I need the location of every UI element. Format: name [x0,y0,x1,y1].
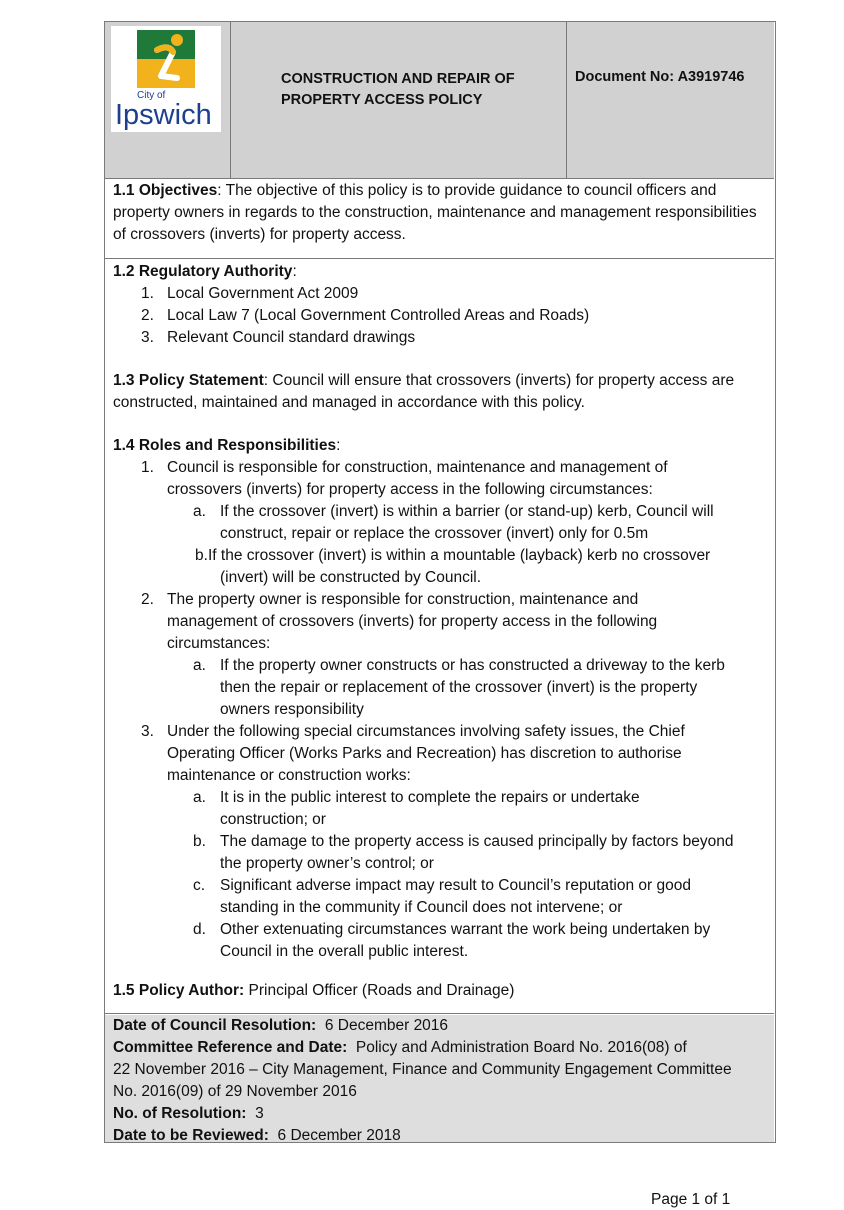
list-number: 3. [141,723,154,740]
objectives-label: 1.1 Objectives [113,182,218,199]
logo-ipswich: Ipswich [115,99,212,131]
title-cell [231,22,567,179]
policy-title: CONSTRUCTION AND REPAIR OF PROPERTY ACCESS POLICY [281,71,515,108]
resolution-footer [105,1015,774,1142]
roles-heading [113,435,340,457]
sub-list-letter: c. [193,877,206,894]
list-number: 1. [141,459,154,476]
policy-statement-text: : Council will ensure that crossovers (inverts) for property access are constructed, maintained and managed in accordance with this policy. [113,372,735,411]
divider [105,258,774,259]
list-number: 1. [141,285,154,302]
sub-list-letter: b. [193,833,206,850]
list-item-line: circumstances: [167,635,271,652]
author-section [113,980,514,1002]
objectives-text: : The objective of this policy is to provide guidance to council officers and property owners in regards to the construction, maintenance and management responsibilities of crossovers (inverts) for property access. [113,182,757,243]
list-item-line: Under the following special circumstances involving safety issues, the Chief [167,723,685,740]
policy-header [105,22,774,179]
regulatory-heading [113,261,297,283]
document-number: Document No: A3919746 [575,69,745,85]
sub-list-item-line: (invert) will be constructed by Council. [220,569,482,586]
sub-list-item-line: Significant adverse impact may result to Council’s reputation or good [220,877,691,894]
sub-list-item-line: Council in the overall public interest. [220,943,469,960]
list-item-line: Council is responsible for construction, maintenance and management of [167,459,668,476]
list-number: 2. [141,591,154,608]
page-number: Page 1 of 1 [651,1191,731,1208]
roles-label: 1.4 Roles and Responsibilities [113,437,337,454]
committee-line: Policy and Administration Board No. 2016(08) of [347,1039,687,1056]
policy-statement-section [113,370,769,414]
sub-list-letter: b. [195,547,208,564]
committee-label: Committee Reference and Date: [113,1039,348,1056]
docno-cell [567,22,774,179]
sub-list-item-line: It is in the public interest to complete the repairs or undertake [220,789,640,806]
logo-city-of: City of [137,90,166,101]
sub-list-letter: d. [193,921,206,938]
sub-list-item-line: Other extenuating circumstances warrant the work being undertaken by [220,921,711,938]
sub-list-item-line: standing in the community if Council does not intervene; or [220,899,623,916]
objectives-section [113,180,769,246]
sub-list-item-line: construct, repair or replace the crossover (invert) only for 0.5m [220,525,649,542]
resolution-date-label: Date of Council Resolution: [113,1017,317,1034]
ipswich-logo [111,26,221,132]
roles-colon: : [336,437,341,454]
list-item: Relevant Council standard drawings [167,329,416,346]
regulatory-colon: : [292,263,297,280]
committee-line: 22 November 2016 – City Management, Finance and Community Engagement Committee [113,1061,732,1078]
sub-list-letter: a. [193,503,206,520]
sub-list-item-line: construction; or [220,811,326,828]
resolution-no-label: No. of Resolution: [113,1105,247,1122]
author-label: 1.5 Policy Author: [113,982,245,999]
resolution-date-row [113,1015,448,1037]
sub-list-item-line: If the crossover (invert) is within a mountable (layback) kerb no crossover [208,547,711,564]
sub-list-item-line: If the property owner constructs or has constructed a driveway to the kerb [220,657,725,674]
resolution-no-row [113,1103,264,1125]
list-item-line: crossovers (inverts) for property access in the following circumstances: [167,481,653,498]
resolution-no: 3 [246,1105,264,1122]
sub-list-item-line: The damage to the property access is caused principally by factors beyond [220,833,734,850]
committee-line: No. 2016(09) of 29 November 2016 [113,1083,357,1100]
list-item-line: The property owner is responsible for construction, maintenance and [167,591,639,608]
sub-list-letter: a. [193,657,206,674]
sub-list-item-line: If the crossover (invert) is within a barrier (or stand-up) kerb, Council will [220,503,714,520]
committee-row [113,1037,687,1059]
policy-statement-label: 1.3 Policy Statement [113,372,264,389]
list-item: Local Government Act 2009 [167,285,359,302]
policy-frame [104,21,776,1143]
sub-list-item-line: then the repair or replacement of the crossover (invert) is the property [220,679,698,696]
resolution-date: 6 December 2016 [316,1017,449,1034]
divider [105,178,774,179]
list-item-line: Operating Officer (Works Parks and Recreation) has discretion to authorise [167,745,682,762]
regulatory-label: 1.2 Regulatory Authority [113,263,293,280]
list-number: 2. [141,307,154,324]
review-date-label: Date to be Reviewed: [113,1127,269,1144]
logo-cell [105,22,231,179]
review-date: 6 December 2018 [268,1127,401,1144]
list-item-line: maintenance or construction works: [167,767,411,784]
list-item: Local Law 7 (Local Government Controlled Areas and Roads) [167,307,590,324]
author-text: Principal Officer (Roads and Drainage) [244,982,515,999]
list-number: 3. [141,329,154,346]
sub-list-item-line: the property owner’s control; or [220,855,434,872]
list-item-line: management of crossovers (inverts) for property access in the following [167,613,658,630]
review-date-row [113,1125,401,1147]
sub-list-letter: a. [193,789,206,806]
divider [105,1013,774,1014]
sub-list-item-line: owners responsibility [220,701,364,718]
